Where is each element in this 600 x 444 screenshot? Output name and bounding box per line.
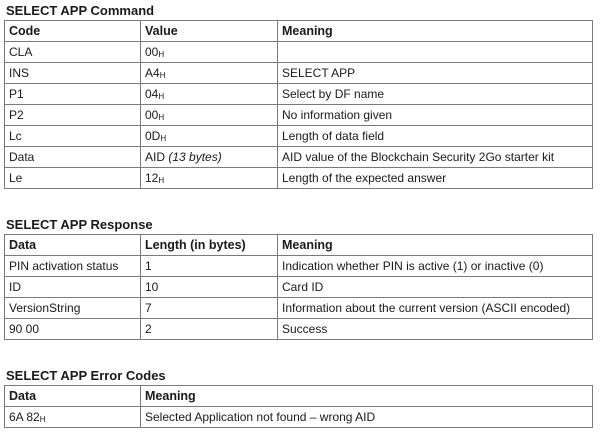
column-header: Length (in bytes): [141, 235, 278, 256]
table-row: [5, 84, 593, 105]
errors-table: [4, 385, 593, 428]
command-section: [4, 2, 594, 189]
meaning-cell: Card ID: [278, 277, 593, 298]
data-cell: VersionString: [5, 298, 141, 319]
value-cell: $00_H$: [141, 105, 278, 126]
value-cell: $0D_H$: [141, 126, 278, 147]
code-cell: Data: [5, 147, 141, 168]
meaning-cell: Selected Application not found – wrong AID: [141, 407, 593, 428]
table-row: [5, 63, 593, 84]
errors-section: [4, 367, 594, 428]
table-row: [5, 147, 593, 168]
meaning-cell: [278, 42, 593, 63]
table-row: [5, 42, 593, 63]
table-row: [5, 168, 593, 189]
value-cell: $00_H$: [141, 42, 278, 63]
code-cell: INS: [5, 63, 141, 84]
table-row: [5, 277, 593, 298]
column-header: Meaning: [141, 386, 593, 407]
length-cell: 2: [141, 319, 278, 340]
meaning-cell: Select by DF name: [278, 84, 593, 105]
meaning-cell: Length of data field: [278, 126, 593, 147]
data-cell: PIN activation status: [5, 256, 141, 277]
data-cell: ID: [5, 277, 141, 298]
response-title: SELECT APP Response: [6, 217, 153, 232]
errors-title: SELECT APP Error Codes: [6, 368, 166, 383]
column-header: Data: [5, 386, 141, 407]
code-cell: Lc: [5, 126, 141, 147]
response-header-row: [5, 235, 593, 256]
meaning-cell: Indication whether PIN is active (1) or inactive (0): [278, 256, 593, 277]
value-cell: $12_H$: [141, 168, 278, 189]
value-cell: $A4_H$: [141, 63, 278, 84]
response-section: [4, 216, 594, 340]
value-cell: AID (13 bytes): [141, 147, 278, 168]
data-cell: 90 00: [5, 319, 141, 340]
column-header: Meaning: [278, 235, 593, 256]
command-title: SELECT APP Command: [6, 3, 155, 18]
column-header: Data: [5, 235, 141, 256]
code-cell: Le: [5, 168, 141, 189]
column-header: Value: [141, 21, 278, 42]
column-header: Code: [5, 21, 141, 42]
meaning-cell: AID value of the Blockchain Security 2Go starter kit: [278, 147, 593, 168]
table-row: [5, 126, 593, 147]
table-row: [5, 298, 593, 319]
command-header-row: [5, 21, 593, 42]
meaning-cell: Information about the current version (ASCII encoded): [278, 298, 593, 319]
table-row: [5, 407, 593, 428]
length-cell: 7: [141, 298, 278, 319]
command-table: [4, 20, 593, 189]
length-cell: 1: [141, 256, 278, 277]
column-header: Meaning: [278, 21, 593, 42]
value-cell: $04_H$: [141, 84, 278, 105]
meaning-cell: Length of the expected answer: [278, 168, 593, 189]
table-row: [5, 105, 593, 126]
table-row: [5, 256, 593, 277]
code-cell: P2: [5, 105, 141, 126]
table-row: [5, 319, 593, 340]
meaning-cell: SELECT APP: [278, 63, 593, 84]
data-cell: 6A $82_H$: [5, 407, 141, 428]
response-table: [4, 234, 593, 340]
code-cell: CLA: [5, 42, 141, 63]
length-cell: 10: [141, 277, 278, 298]
meaning-cell: No information given: [278, 105, 593, 126]
errors-header-row: [5, 386, 593, 407]
meaning-cell: Success: [278, 319, 593, 340]
code-cell: P1: [5, 84, 141, 105]
